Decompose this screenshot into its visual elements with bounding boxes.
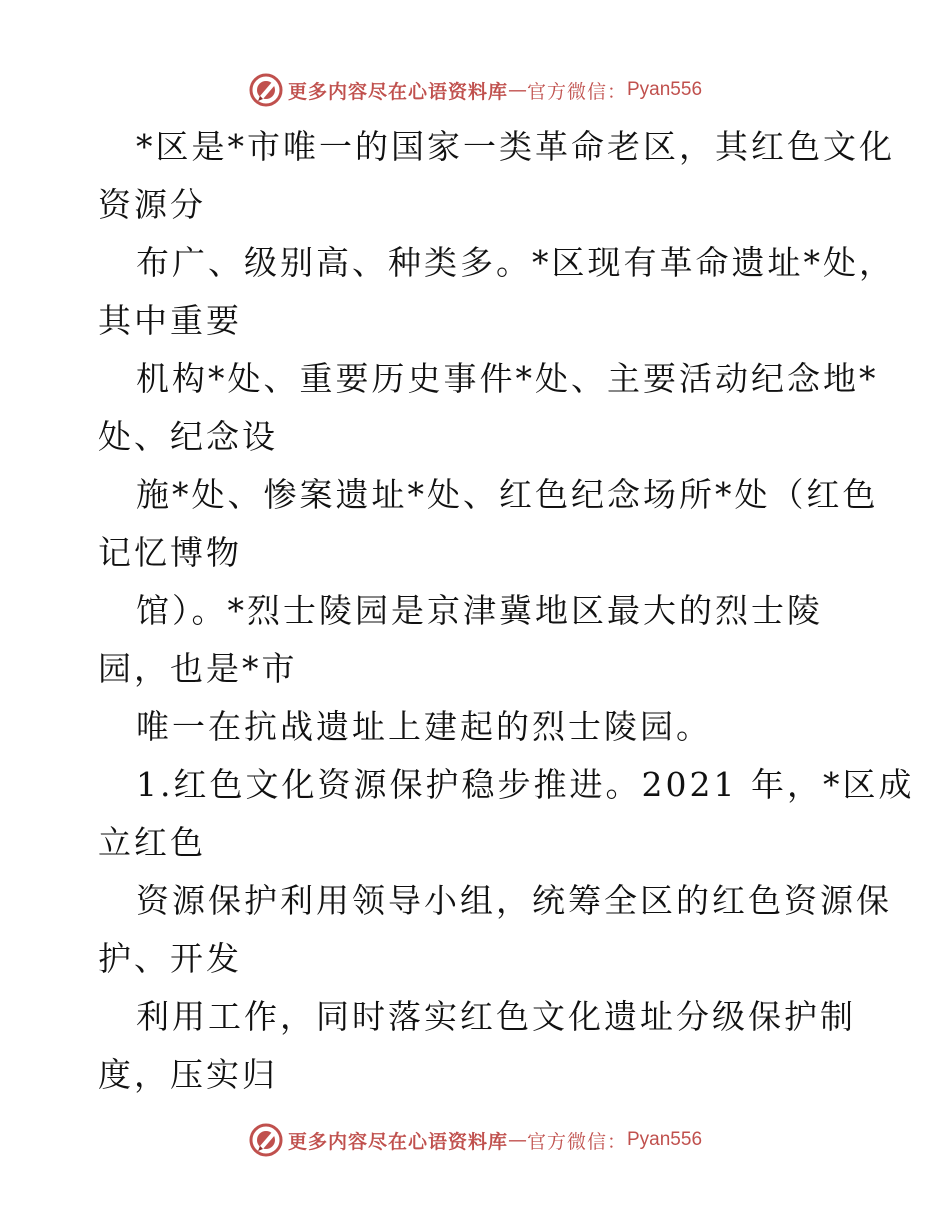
body-line: 唯一在抗战遗址上建起的烈士陵园。	[136, 707, 712, 746]
body-line: 度，压实归	[98, 1055, 278, 1094]
pen-logo-icon	[248, 1122, 284, 1158]
body-line: 布广、级别高、种类多。*区现有革命遗址*处，	[136, 243, 895, 282]
body-line: 立红色	[98, 823, 206, 862]
body-line: 其中重要	[98, 301, 242, 340]
body-line: 资源保护利用领导小组，统筹全区的红色资源保	[136, 881, 892, 920]
body-line: 1.红色文化资源保护稳步推进。2021 年，*区成	[136, 765, 915, 804]
document-body	[98, 118, 915, 1104]
body-line: *区是*市唯一的国家一类革命老区，其红色文化	[136, 127, 895, 166]
header-wechat-id: Pyan556	[627, 79, 703, 100]
header-wechat-label: 官方微信：	[526, 80, 627, 103]
body-line: 护、开发	[98, 939, 242, 978]
footer-banner	[0, 1120, 950, 1160]
body-line: 施*处、惨案遗址*处、红色纪念场所*处（红色	[136, 475, 879, 514]
header-banner	[0, 70, 950, 110]
footer-promo-text: 更多内容尽在心语资料库	[287, 1130, 508, 1153]
body-line: 园，也是*市	[98, 649, 298, 688]
body-line: 记忆博物	[98, 533, 242, 572]
header-promo-text: 更多内容尽在心语资料库	[287, 80, 508, 103]
body-line: 资源分	[98, 185, 206, 224]
footer-wechat-label: 官方微信：	[526, 1130, 627, 1153]
footer-dash: —	[507, 1129, 527, 1151]
body-line: 处、纪念设	[98, 417, 278, 456]
header-dash: —	[507, 79, 527, 101]
body-line: 机构*处、重要历史事件*处、主要活动纪念地*	[136, 359, 879, 398]
footer-wechat-id: Pyan556	[627, 1129, 703, 1150]
body-line: 馆）。*烈士陵园是京津冀地区最大的烈士陵	[136, 591, 823, 630]
pen-logo-icon	[248, 72, 284, 108]
body-line: 利用工作，同时落实红色文化遗址分级保护制	[136, 997, 856, 1036]
